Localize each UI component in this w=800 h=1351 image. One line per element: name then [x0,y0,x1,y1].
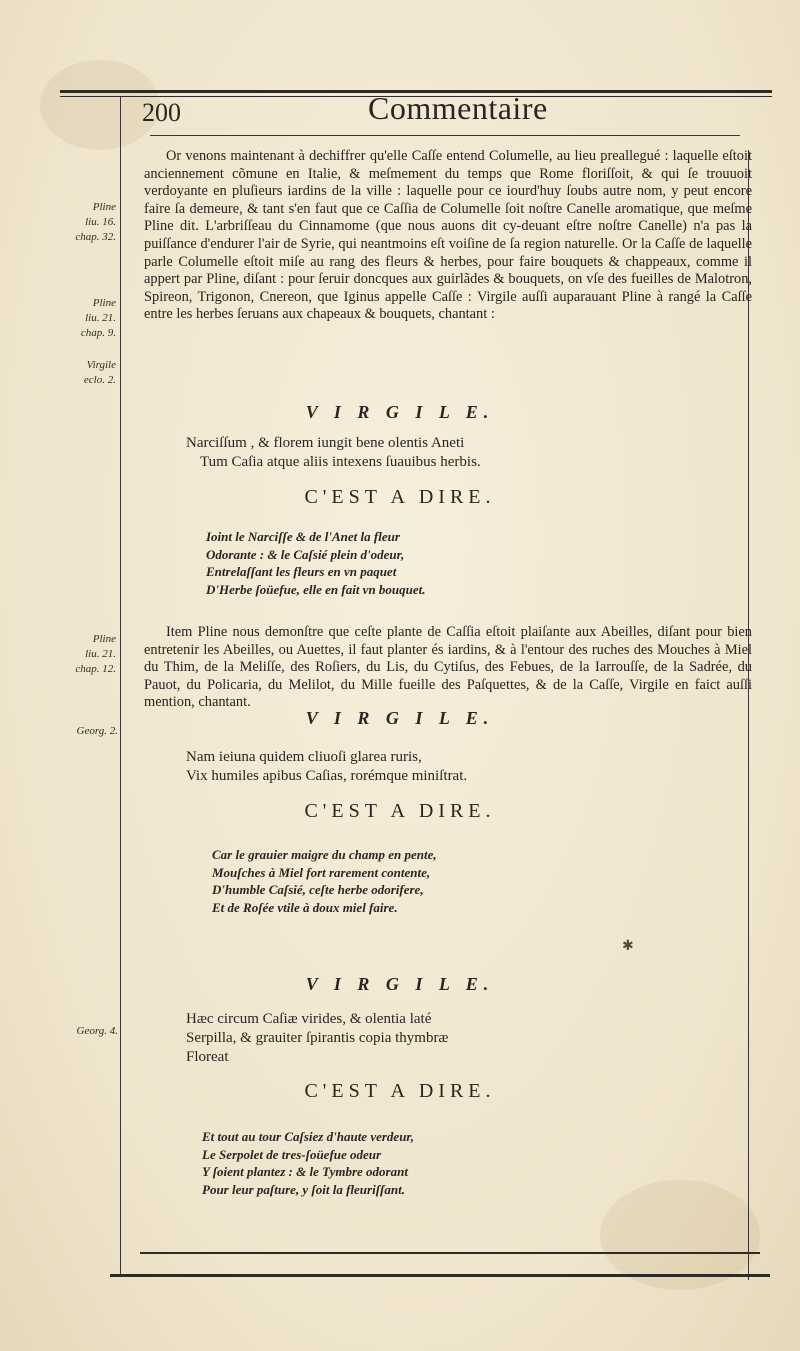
body-paragraph: Or venons maintenant à dechiffrer qu'elle Caſſe entend Columelle, au lieu preallegué : laquelle eſtoit anciennement cõmune en Italie, & meſmement du temps que Rome floriſſoit, & qui ſe trouuoit verdoyante en pluſieurs iardins de la ville : laquelle pour ce iourd'huy ſoubs autre nom, y peut encore faire ſa demeure, & tant s'en faut que ce Caſſia de Columelle ſoit noſtre Canelle aromatique, que meſme Pline dit. L'arbriſſeau du Cinnamome (que nous auons dit cy-deuant eſtre noſtre Canelle) n'a pas la puiſſance d'endurer l'air de Syrie, qui neantmoins eſt voiſine de ſa region naturelle. Or la Caſſe de laquelle parle Columelle eſtoit miſe au rang des fleurs & herbes, pour faire bouquets & chappeaux, comme il appert par Pline, diſant : pour ſeruir doncques aux guirlãdes & bouquets, on vſe des fueilles de Malotron, Spireon, Trigonon, Cnereon, que Iginus appelle Caſſe : Virgile auſſi auparauant Pline à rangé la Caſſe entre les herbes ſeruans aux chapeaux & bouquets, chantant : [144,148,752,323]
header-rule [150,135,740,136]
verse-heading: V I R G I L E. [305,402,495,422]
margin-note: Pline liu. 21. chap. 12. [75,633,116,675]
running-head: Commentaire [368,90,548,126]
french-verse: Et tout au tour Caſsiez d'haute verdeur, Le Serpolet de tres-ſoüefue odeur Y ſoient plantez : & le Tymbre odorant Pour leur paſture, y ſoit la fleuriſſant. [202,1129,415,1197]
latin-verse: Nam ieiuna quidem cliuoſi glarea ruris, Vix humiles apibus Caſias, rorémque miniſtrat. [186,749,468,784]
body-paragraph: Item Pline nous demonſtre que ceſte plante de Caſſia eſtoit plaiſante aux Abeilles, diſant pour bien entretenir les Abeilles, ou Auettes, il faut planter és iardins, & à l'entour des ruches des Mouches à Miel du Thim, de la Meliſſe, des Roſiers, du Lis, du Cytiſus, des Febues, de la Iarrouſſe, de la Sadrée, du Pauot, du Policaria, du Melilot, du Mille fueille des Paſquettes, & de la Caſſe, Virgile en faict auſſi mention, chantant. [144,624,752,711]
page-number: 200 [142,98,181,127]
verse-heading: V I R G I L E. [305,974,495,994]
translation-heading: C'EST A DIRE. [304,486,496,508]
bottom-rule [140,1252,760,1254]
translation-heading: C'EST A DIRE. [304,1080,496,1102]
latin-verse: Narciſſum , & florem iungit bene olentis Aneti Tum Caſia atque aliis intexens ſuauibus herbis. [186,435,481,470]
margin-note: Georg. 2. [76,725,118,737]
french-verse: Ioint le Narciſſe & de l'Anet la fleur Odorante : & le Caſsié plein d'odeur, Entrelaſſant les fleurs en vn paquet D'Herbe ſoüefue, elle en fait vn bouquet. [206,529,426,597]
translation-heading: C'EST A DIRE. [304,800,496,822]
verse-heading: V I R G I L E. [305,708,495,728]
margin-note: Georg. 4. [76,1025,118,1037]
margin-note: Pline liu. 16. chap. 32. [75,201,116,243]
bottom-rule-thick [110,1274,770,1277]
margin-note: Virgile eclo. 2. [83,359,116,386]
margin-note: Pline liu. 21. chap. 9. [80,297,116,339]
latin-verse: Hæc circum Caſiæ virides, & olentia laté Serpilla, & grauiter ſpirantis copia thymbræ Floreat [186,1011,449,1065]
french-verse: Car le grauier maigre du champ en pente, Mouſches à Miel fort rarement contente, D'humble Caſsié, ceſte herbe odorifere, Et de Roſée vtile à doux miel faire. [212,847,437,915]
ornament-mark: ✱ [622,938,634,954]
